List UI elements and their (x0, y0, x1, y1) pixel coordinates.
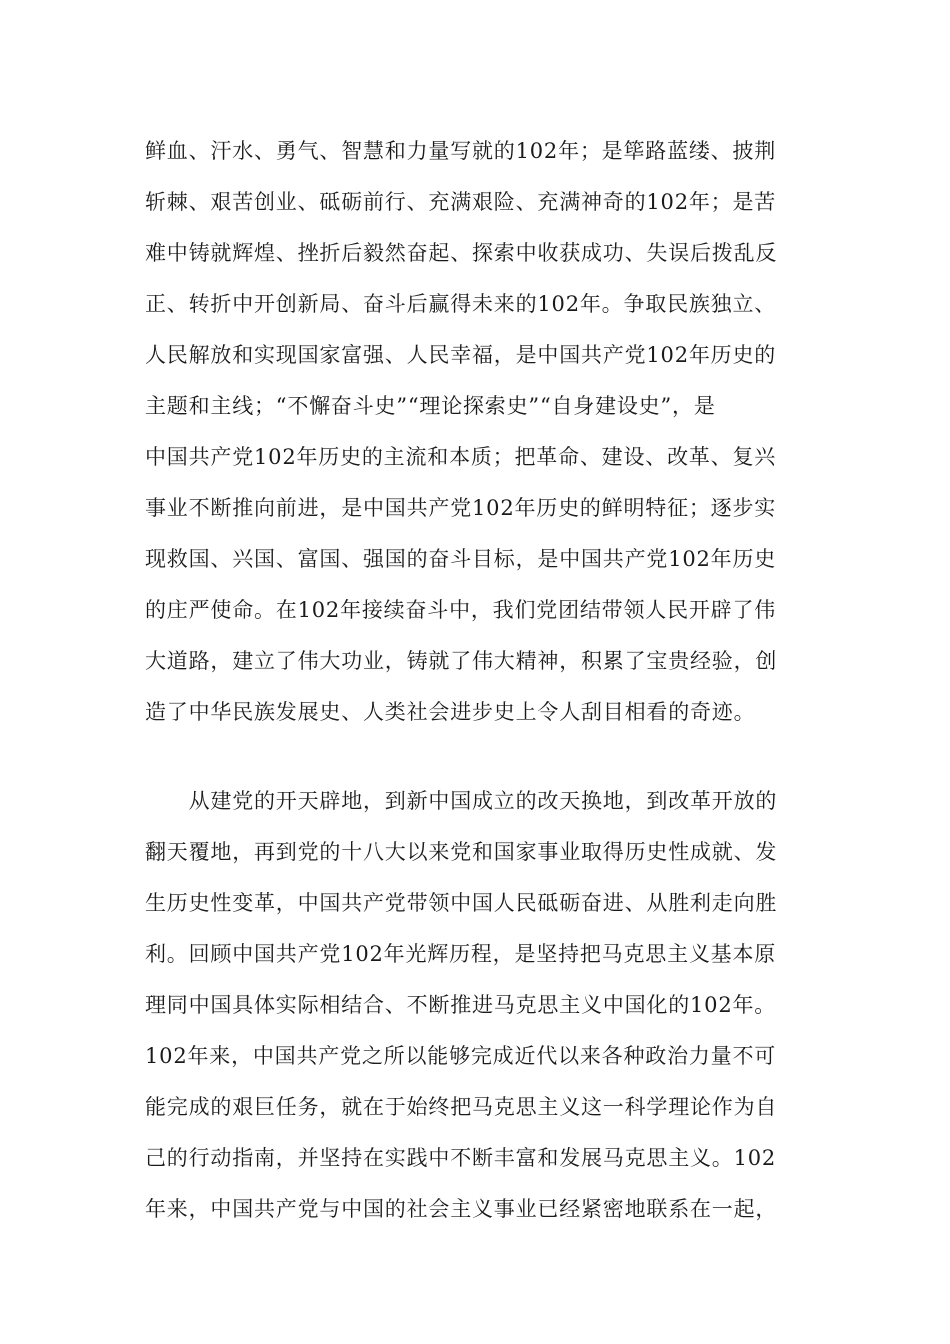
paragraph-2 (145, 776, 815, 1235)
text-line: 理同中国具体实际相结合、不断推进马克思主义中国化的102年。 (145, 993, 777, 1017)
text-line: 人民解放和实现国家富强、人民幸福，是中国共产党102年历史的 (145, 343, 777, 367)
text-line: 造了中华民族发展史、人类社会进步史上令人刮目相看的奇迹。 (145, 700, 756, 724)
text-line: 大道路，建立了伟大功业，铸就了伟大精神，积累了宝贵经验，创 (145, 649, 778, 673)
text-line: 斩棘、艰苦创业、砥砺前行、充满艰险、充满神奇的102年；是苦 (145, 190, 777, 214)
text-line: 从建党的开天辟地，到新中国成立的改天换地，到改革开放的 (145, 789, 778, 813)
text-line: 己的行动指南，并坚持在实践中不断丰富和发展马克思主义。102 (145, 1146, 777, 1170)
text-line: 现救国、兴国、富国、强国的奋斗目标，是中国共产党102年历史 (145, 547, 777, 571)
text-line: 能完成的艰巨任务，就在于始终把马克思主义这一科学理论作为自 (145, 1095, 778, 1119)
text-line: 正、转折中开创新局、奋斗后赢得未来的102年。争取民族独立、 (145, 292, 777, 316)
text-line: 利。回顾中国共产党102年光辉历程，是坚持把马克思主义基本原 (145, 942, 777, 966)
paragraph-1 (145, 126, 815, 738)
text-line: 的庄严使命。在102年接续奋斗中，我们党团结带领人民开辟了伟 (145, 598, 777, 622)
text-line: 中国共产党102年历史的主流和本质；把革命、建设、改革、复兴 (145, 445, 777, 469)
text-line: 主题和主线；“不懈奋斗史”“理论探索史”“自身建设史”，是 (145, 394, 716, 418)
text-line: 年来，中国共产党与中国的社会主义事业已经紧密地联系在一起， (145, 1197, 778, 1221)
text-line: 鲜血、汗水、勇气、智慧和力量写就的102年；是筚路蓝缕、披荆 (145, 139, 777, 163)
text-line: 102年来，中国共产党之所以能够完成近代以来各种政治力量不可 (145, 1044, 777, 1068)
text-line: 生历史性变革，中国共产党带领中国人民砥砺奋进、从胜利走向胜 (145, 891, 778, 915)
text-line: 难中铸就辉煌、挫折后毅然奋起、探索中收获成功、失误后拨乱反 (145, 241, 778, 265)
text-line: 翻天覆地，再到党的十八大以来党和国家事业取得历史性成就、发 (145, 840, 778, 864)
text-line: 事业不断推向前进，是中国共产党102年历史的鲜明特征；逐步实 (145, 496, 777, 520)
